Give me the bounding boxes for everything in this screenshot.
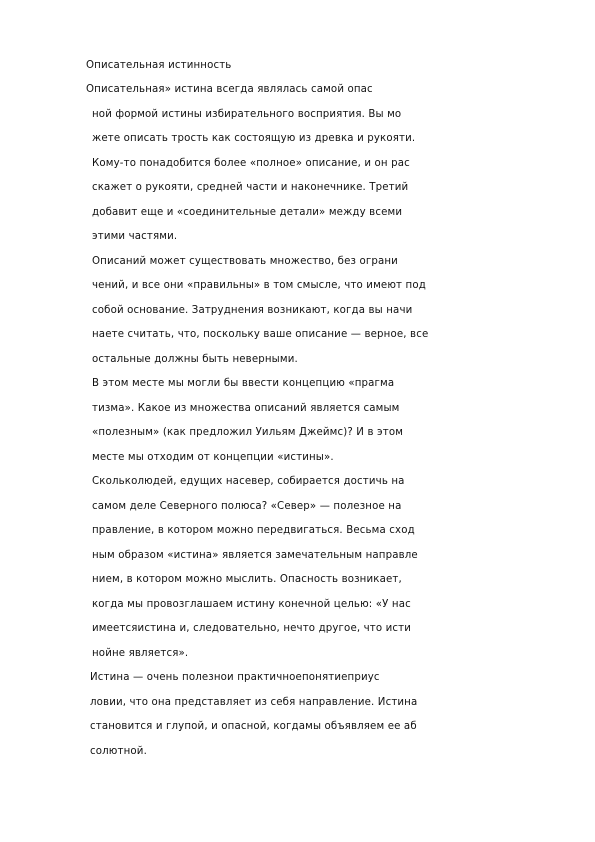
text-line: этими частями.	[92, 231, 178, 242]
text-line: солютной.	[90, 746, 147, 757]
text-line: добавит еще и «соединительные детали» между всеми	[92, 207, 403, 218]
text-line: ной формой истины избирательного восприятия. Вы мо	[92, 109, 402, 120]
text-line: когда мы провозглашаем истину конечной целью: «У нас	[92, 599, 411, 610]
document-title: Описательная истинность	[86, 60, 232, 71]
text-line: собой основание. Затруднения возникают, когда вы начи	[92, 305, 413, 316]
text-line: Скольколюдей, едущих насевер, собирается достичь на	[92, 476, 405, 487]
text-line: ным образом «истина» является замечательным направле	[92, 550, 418, 561]
text-line: скажет о рукояти, средней части и наконечнике. Третий	[92, 182, 409, 193]
text-line: Истина — очень полезнои практичноепонятиеприус	[90, 672, 380, 683]
text-line: жете описать трость как состоящую из древка и рукояти.	[92, 133, 416, 144]
text-line: Описаний может существовать множество, без ограни	[92, 256, 398, 267]
text-line: тизма». Какое из множества описаний является самым	[92, 403, 400, 414]
text-line: наете считать, что, поскольку ваше описание — верное, все	[92, 329, 429, 340]
text-line: имеетсяистина и, следовательно, нечто другое, что исти	[92, 623, 412, 634]
text-line: Описательная» истина всегда являлась самой опас	[86, 84, 373, 95]
text-line: Кому-то понадобится более «полное» описание, и он рас	[92, 158, 410, 169]
text-line: «полезным» (как предложил Уильям Джеймс)? И в этом	[92, 427, 404, 438]
text-line: правление, в котором можно передвигаться. Весьма сход	[92, 525, 415, 536]
text-line: В этом месте мы могли бы ввести концепцию «прагма	[92, 378, 395, 389]
text-line: нойне является».	[92, 648, 189, 659]
text-line: становится и глупой, и опасной, когдамы объявляем ее аб	[90, 721, 417, 732]
text-line: ловии, что она представляет из себя направление. Истина	[90, 697, 418, 708]
text-line: чений, и все они «правильны» в том смысле, что имеют под	[92, 280, 426, 291]
text-line: самом деле Северного полюса? «Север» — полезное на	[92, 501, 402, 512]
text-line: остальные должны быть неверными.	[92, 354, 298, 365]
text-line: нием, в котором можно мыслить. Опасность возникает,	[92, 574, 402, 585]
text-line: месте мы отходим от концепции «истины».	[92, 452, 334, 463]
